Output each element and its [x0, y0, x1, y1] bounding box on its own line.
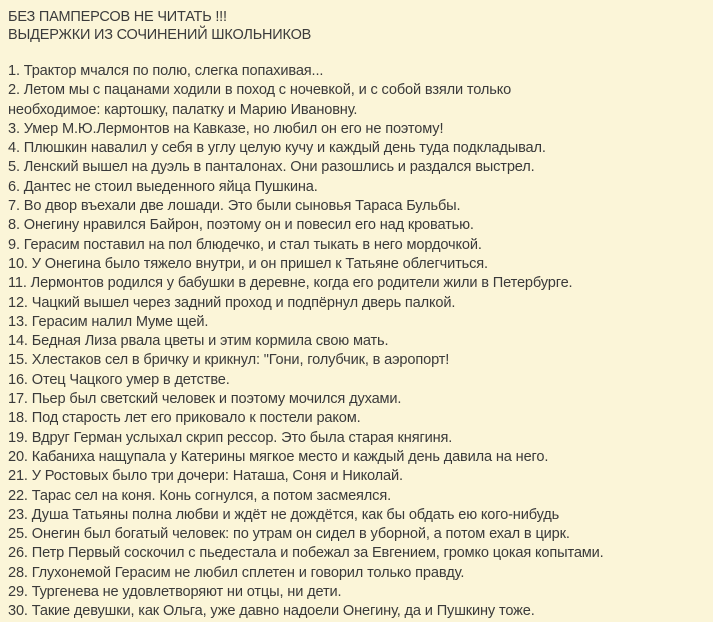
list-item	[8, 216, 703, 235]
list-item	[8, 294, 703, 313]
list-item-text: 25. Онегин был богатый человек: по утрам он сидел в уборной, а потом ехал в цирк.	[8, 526, 570, 543]
list-item	[8, 139, 703, 158]
list-item-text: 1. Трактор мчался по полю, слегка попахивая...	[8, 63, 324, 79]
list-item-text: 3. Умер М.Ю.Лермонтов на Кавказе, но любил он его не поэтому!	[8, 120, 444, 137]
header-subtitle: ВЫДЕРЖКИ ИЗ СОЧИНЕНИЙ ШКОЛЬНИКОВ	[8, 27, 312, 43]
list-item	[8, 274, 703, 293]
list-item	[8, 197, 703, 216]
list-item	[8, 564, 703, 583]
list-item	[8, 544, 703, 563]
list-item-text: 26. Петр Первый соскочил с пьедестала и побежал за Евгением, громко цокая копытами.	[8, 545, 604, 562]
list-item	[8, 81, 703, 120]
list-item	[8, 62, 703, 81]
list-item	[8, 158, 703, 177]
list-item	[8, 371, 703, 390]
list-item	[8, 236, 703, 255]
list-item-text: 10. У Онегина было тяжело внутри, и он пришел к Татьяне облегчиться.	[8, 255, 488, 272]
list-item-continuation: необходимое: картошку, палатку и Марию Ивановну.	[8, 101, 358, 118]
list-item	[8, 409, 703, 428]
list-item-text: 29. Тургенева не удовлетворяют ни отцы, ни дети.	[8, 584, 342, 601]
list-item-text: 5. Ленский вышел на дуэль в панталонах. Они разошлись и раздался выстрел.	[8, 159, 535, 176]
list-item-text: 6. Дантес не стоил выеденного яйца Пушкина.	[8, 178, 318, 195]
list-item	[8, 313, 703, 332]
list-item	[8, 467, 703, 486]
list-item-text: 16. Отец Чацкого умер в детстве.	[8, 371, 230, 388]
list-item-text: 23. Душа Татьяны полна любви и ждёт не дождётся, как бы обдать ею кого-нибудь	[8, 506, 560, 523]
list-item	[8, 351, 703, 370]
list-item-text: 9. Герасим поставил на пол блюдечко, и стал тыкать в него мордочкой.	[8, 236, 482, 253]
list-item	[8, 448, 703, 467]
list-item-text: 19. Вдруг Герман услыхал скрип рессор. Это была старая княгиня.	[8, 429, 453, 446]
list-item	[8, 255, 703, 274]
list-item-text: 2. Летом мы с пацанами ходили в поход с ночевкой, и с собой взяли только	[8, 82, 512, 99]
header-title: БЕЗ ПАМПЕРСОВ НЕ ЧИТАТЬ !!!	[8, 9, 227, 25]
list-item-text: 12. Чацкий вышел через задний проход и подпёрнул дверь палкой.	[8, 294, 456, 311]
list-item-text: 7. Во двор въехали две лошади. Это были сыновья Тараса Бульбы.	[8, 198, 461, 215]
list-item-text: 18. Под старость лет его приковало к постели раком.	[8, 410, 361, 427]
list-item-text: 4. Плюшкин навалил у себя в углу целую кучу и каждый день туда подкладывал.	[8, 140, 546, 157]
header-spacer	[8, 44, 703, 62]
list-item	[8, 332, 703, 351]
list-item-text: 28. Глухонемой Герасим не любил сплетен и говорил только правду.	[8, 564, 465, 581]
list-item	[8, 120, 703, 139]
list-item-text: 8. Онегину нравился Байрон, поэтому он и повесил его над кроватью.	[8, 217, 474, 234]
list-item	[8, 178, 703, 197]
list-item	[8, 487, 703, 506]
list-item	[8, 602, 703, 621]
list-item	[8, 390, 703, 409]
list-item-text: 15. Хлестаков сел в бричку и крикнул: "Гони, голубчик, в аэропорт!	[8, 352, 450, 369]
list-item-text: 22. Тарас сел на коня. Конь согнулся, а потом засмеялся.	[8, 487, 391, 504]
quote-list	[8, 62, 703, 622]
list-item-text: 11. Лермонтов родился у бабушки в деревне, когда его родители жили в Петербурге.	[8, 275, 573, 292]
list-item-text: 21. У Ростовых было три дочери: Наташа, Соня и Николай.	[8, 468, 403, 485]
list-item-text: 30. Такие девушки, как Ольга, уже давно надоели Онегину, да и Пушкину тоже.	[8, 603, 535, 620]
list-item-text: 17. Пьер был светский человек и поэтому мочился духами.	[8, 391, 402, 408]
list-item-text: 14. Бедная Лиза рвала цветы и этим кормила свою мать.	[8, 333, 389, 350]
list-item	[8, 583, 703, 602]
list-item-text: 13. Герасим налил Муме щей.	[8, 313, 209, 330]
list-item	[8, 506, 703, 525]
list-item-text: 20. Кабаниха нащупала у Катерины мягкое место и каждый день давила на него.	[8, 448, 549, 465]
list-item	[8, 525, 703, 544]
list-item	[8, 429, 703, 448]
